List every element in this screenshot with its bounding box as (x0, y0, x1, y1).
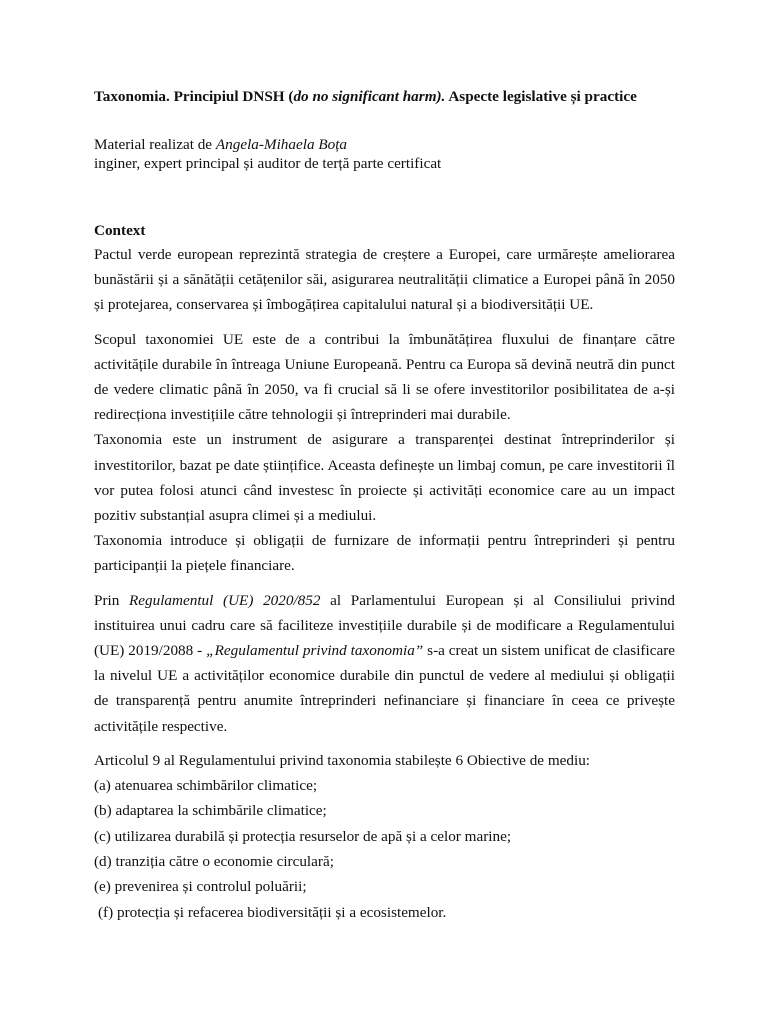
paragraph-5 (94, 588, 675, 739)
list-item: (b) adaptarea la schimbările climatice; (94, 802, 327, 820)
list-item: (a) atenuarea schimbărilor climatice; (94, 777, 318, 795)
list-item: (c) utilizarea durabilă și protecția resurselor de apă și a celor marine; (94, 827, 512, 845)
regulation-short-name: „Regulamentul privind taxonomia” (206, 642, 424, 660)
author-prefix: Material realizat de (94, 136, 216, 153)
title-italic-part: do no significant harm). (293, 88, 446, 105)
paragraph-5-text-c: s-a creat un sistem unificat de clasificare la nivelul UE a activităților economice durabile din punctul de vedere al mediului și obligații de transparență pentru anumite întreprinderi nefinanciare și financiare în ceea ce privește activitățile respective. (94, 642, 675, 735)
list-item: (f) protecția și refacerea biodiversității și a ecosistemelor. (98, 903, 447, 921)
paragraph-3: Taxonomia este un instrument de asigurare a transparenței destinat întreprinderilor și investitorilor, bazat pe date științifice. Aceasta definește un limbaj comun, pe care investitorii îl vor putea folosi atunci când investesc în proiecte și activități economice care au un impact pozitiv substanțial asupra climei și a mediului. (94, 431, 675, 525)
author-line (94, 135, 694, 154)
paragraph-5-text-a: Prin (94, 591, 129, 609)
objectives-list (94, 773, 675, 925)
paragraph-5-text-b: al Parlamentului European și al Consiliului privind instituirea unui cadru care să faciliteze investițiile durabile și de modificare a Regulamentului (UE) 2019/2088 - (94, 591, 676, 660)
paragraph-1: Pactul verde european reprezintă strategia de creștere a Europei, care urmărește ameliorarea bunăstării și a sănătății cetățenilor săi, asigurarea neutralității climatice a Europei până în 2050 și protejarea, conservarea și îmbogățirea capitalului natural și a biodiversității UE. (94, 246, 675, 314)
document-title (94, 88, 694, 106)
list-item: (e) prevenirea și controlul poluării; (94, 878, 307, 896)
title-text-part-end: Aspecte legislative și practice (445, 88, 637, 105)
author-role: inginer, expert principal și auditor de terță parte certificat (94, 155, 442, 172)
paragraph-2: Scopul taxonomiei UE este de a contribui la îmbunătățirea fluxului de finanțare către activitățile durabile în întreaga Uniune Europeană. Pentru ca Europa să devină neutră din punct de vedere climatic până în 2050, va fi crucial să li se ofere investitorilor posibilitatea de a-și redirecționa investițiile către tehnologii și întreprinderi mai durabile. (94, 330, 675, 424)
section-heading: Context (94, 222, 146, 239)
document-body (94, 220, 675, 925)
title-text-part: Taxonomia. Principiul DNSH ( (94, 88, 294, 105)
list-item: (d) tranziția către o economie circulară; (94, 852, 334, 870)
paragraph-6: Articolul 9 al Regulamentului privind taxonomia stabilește 6 Obiective de mediu: (94, 751, 591, 769)
author-name: Angela-Mihaela Boța (215, 136, 348, 153)
paragraph-4: Taxonomia introduce și obligații de furnizare de informații pentru întreprinderi și pentru participanții la piețele financiare. (94, 532, 675, 575)
regulation-reference: Regulamentul (UE) 2020/852 (129, 591, 321, 609)
author-block (94, 135, 694, 173)
